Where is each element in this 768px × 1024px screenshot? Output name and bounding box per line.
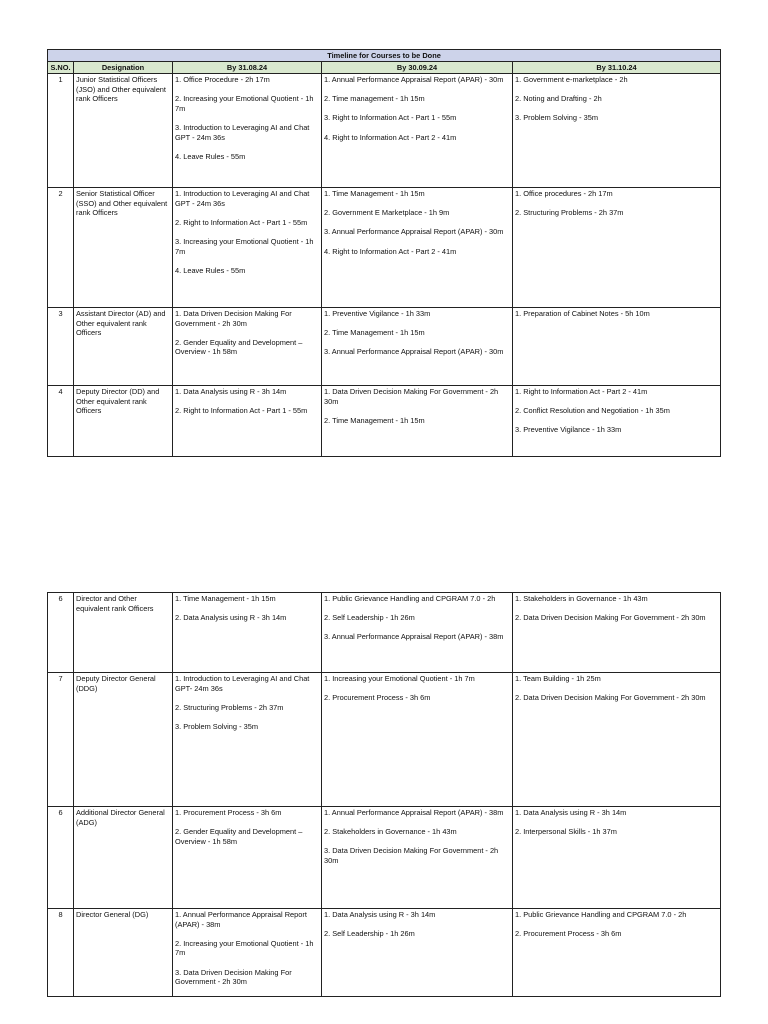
course-list-cell-2 [322, 74, 513, 188]
table-body [48, 74, 721, 457]
course-item: 3. Data Driven Decision Making For Government - 2h 30m [324, 846, 499, 865]
course-item: 2. Self Leadership - 1h 26m [324, 613, 415, 623]
course-item: 1. Office procedures - 2h 17m [515, 189, 613, 198]
course-item: 3. Problem Solving - 35m [175, 721, 258, 731]
serial-number-cell: 4 [48, 386, 74, 457]
course-item: 3. Right to Information Act - Part 1 - 55m [324, 113, 457, 123]
table-row [48, 74, 721, 188]
serial-number-cell: 6 [48, 807, 74, 909]
table-row [48, 308, 721, 386]
course-item: 2. Gender Equality and Development – Overview - 1h 58m [175, 337, 303, 357]
course-list-cell-3 [513, 909, 721, 997]
table-row [48, 593, 721, 673]
course-item: 1. Right to Information Act - Part 2 - 41m [515, 387, 648, 396]
course-list-cell-3 [513, 807, 721, 909]
course-list-cell-2 [322, 188, 513, 308]
course-item: 1. Annual Performance Appraisal Report (APAR) - 38m [324, 808, 504, 817]
course-item: 3. Preventive Vigilance - 1h 33m [515, 425, 622, 435]
course-timeline-table-2 [47, 592, 721, 997]
course-item: 2. Structuring Problems - 2h 37m [515, 208, 624, 218]
header-by-31-08-24: By 31.08.24 [173, 62, 322, 74]
course-item: 1. Public Grievance Handling and CPGRAM 7.0 - 2h [324, 594, 496, 603]
course-list-cell-3 [513, 74, 721, 188]
course-item: 2. Right to Information Act - Part 1 - 55m [175, 406, 308, 416]
course-list-cell-1 [173, 593, 322, 673]
course-item: 2. Time Management - 1h 15m [324, 328, 425, 338]
course-timeline-table-1 [47, 49, 721, 457]
course-item: 2. Increasing your Emotional Quotient - 1h 7m [175, 938, 314, 958]
designation-cell: Deputy Director General (DDG) [74, 673, 173, 807]
course-item: 3. Annual Performance Appraisal Report (APAR) - 30m [324, 227, 504, 237]
course-item: 1. Public Grievance Handling and CPGRAM 7.0 - 2h [515, 910, 687, 919]
course-item: 2. Self Leadership - 1h 26m [324, 929, 415, 939]
course-list-cell-2 [322, 673, 513, 807]
course-item: 1. Introduction to Leveraging AI and Chat GPT - 24m 36s [175, 189, 310, 208]
course-item: 2. Noting and Drafting - 2h [515, 94, 602, 104]
table-row [48, 188, 721, 308]
course-list-cell-3 [513, 673, 721, 807]
course-item: 1. Procurement Process - 3h 6m [175, 808, 282, 817]
table-row [48, 909, 721, 997]
course-list-cell-1 [173, 673, 322, 807]
course-item: 3. Annual Performance Appraisal Report (APAR) - 38m [324, 632, 504, 642]
course-item: 1. Office Procedure - 2h 17m [175, 75, 270, 84]
course-item: 2. Interpersonal Skills - 1h 37m [515, 827, 617, 837]
course-item: 4. Leave Rules - 55m [175, 151, 246, 161]
serial-number-cell: 6 [48, 593, 74, 673]
serial-number-cell: 8 [48, 909, 74, 997]
course-item: 3. Introduction to Leveraging AI and Chat GPT - 24m 36s [175, 122, 310, 142]
designation-cell: Senior Statistical Officer (SSO) and Other equivalent rank Officers [74, 188, 173, 308]
course-item: 1. Data Analysis using R - 3h 14m [515, 808, 627, 817]
course-item: 1. Increasing your Emotional Quotient - 1h 7m [324, 674, 475, 683]
header-designation: Designation [74, 62, 173, 74]
designation-cell: Deputy Director (DD) and Other equivalent rank Officers [74, 386, 173, 457]
course-item: 3. Annual Performance Appraisal Report (APAR) - 30m [324, 347, 504, 357]
course-item: 1. Introduction to Leveraging AI and Chat GPT- 24m 36s [175, 674, 310, 693]
course-item: 2. Structuring Problems - 2h 37m [175, 702, 284, 712]
header-sno: S.NO. [48, 62, 74, 74]
header-by-31-10-24: By 31.10.24 [513, 62, 721, 74]
course-item: 1. Team Building - 1h 25m [515, 674, 601, 683]
course-item: 4. Leave Rules - 55m [175, 265, 246, 275]
course-item: 2. Data Driven Decision Making For Government - 2h 30m [515, 613, 706, 623]
header-by-30-09-24: By 30.09.24 [322, 62, 513, 74]
designation-cell: Director and Other equivalent rank Officers [74, 593, 173, 673]
course-item: 2. Procurement Process - 3h 6m [515, 929, 622, 939]
serial-number-cell: 2 [48, 188, 74, 308]
designation-cell: Additional Director General (ADG) [74, 807, 173, 909]
course-list-cell-1 [173, 308, 322, 386]
course-list-cell-1 [173, 188, 322, 308]
course-item: 1. Annual Performance Appraisal Report (APAR) - 38m [175, 910, 307, 929]
serial-number-cell: 3 [48, 308, 74, 386]
course-list-cell-3 [513, 188, 721, 308]
serial-number-cell: 1 [48, 74, 74, 188]
course-item: 1. Time Management - 1h 15m [324, 189, 425, 198]
designation-cell: Director General (DG) [74, 909, 173, 997]
course-item: 2. Right to Information Act - Part 1 - 55m [175, 217, 308, 227]
course-item: 1. Preventive Vigilance - 1h 33m [324, 309, 431, 318]
course-item: 3. Increasing your Emotional Quotient - 1h 7m [175, 236, 314, 256]
course-item: 4. Right to Information Act - Part 2 - 41m [324, 132, 457, 142]
course-list-cell-1 [173, 74, 322, 188]
course-item: 2. Increasing your Emotional Quotient - 1h 7m [175, 94, 314, 113]
table-body [48, 593, 721, 997]
course-item: 4. Right to Information Act - Part 2 - 41m [324, 246, 457, 256]
course-item: 1. Time Management - 1h 15m [175, 594, 276, 603]
course-item: 1. Annual Performance Appraisal Report (APAR) - 30m [324, 75, 504, 84]
designation-cell: Assistant Director (AD) and Other equivalent rank Officers [74, 308, 173, 386]
course-item: 1. Government e-marketplace - 2h [515, 75, 628, 84]
course-list-cell-1 [173, 909, 322, 997]
table-row [48, 807, 721, 909]
course-item: 1. Data Analysis using R - 3h 14m [324, 910, 436, 919]
course-list-cell-2 [322, 386, 513, 457]
course-item: 2. Conflict Resolution and Negotiation - 1h 35m [515, 406, 670, 416]
course-list-cell-3 [513, 308, 721, 386]
serial-number-cell: 7 [48, 673, 74, 807]
course-item: 2. Procurement Process - 3h 6m [324, 693, 431, 703]
course-item: 2. Time management - 1h 15m [324, 94, 425, 104]
course-item: 1. Preparation of Cabinet Notes - 5h 10m [515, 309, 650, 318]
course-list-cell-3 [513, 593, 721, 673]
course-item: 3. Problem Solving - 35m [515, 113, 598, 123]
course-list-cell-2 [322, 593, 513, 673]
course-item: 1. Data Analysis using R - 3h 14m [175, 387, 287, 396]
course-item: 1. Stakeholders in Governance - 1h 43m [515, 594, 648, 603]
designation-cell: Junior Statistical Officers (JSO) and Other equivalent rank Officers [74, 74, 173, 188]
course-item: 2. Data Driven Decision Making For Government - 2h 30m [515, 693, 706, 703]
course-item: 1. Data Driven Decision Making For Government - 2h 30m [175, 309, 292, 328]
course-item: 2. Government E Marketplace - 1h 9m [324, 208, 450, 218]
course-list-cell-3 [513, 386, 721, 457]
course-item: 2. Data Analysis using R - 3h 14m [175, 613, 287, 623]
course-list-cell-2 [322, 308, 513, 386]
course-item: 2. Gender Equality and Development – Overview - 1h 58m [175, 827, 303, 846]
table-row [48, 673, 721, 807]
course-list-cell-1 [173, 386, 322, 457]
table-title: Timeline for Courses to be Done [48, 50, 721, 62]
course-item: 3. Data Driven Decision Making For Government - 2h 30m [175, 967, 292, 987]
course-list-cell-1 [173, 807, 322, 909]
course-item: 1. Data Driven Decision Making For Government - 2h 30m [324, 387, 499, 406]
course-list-cell-2 [322, 807, 513, 909]
course-item: 2. Time Management - 1h 15m [324, 415, 425, 425]
course-item: 2. Stakeholders in Governance - 1h 43m [324, 827, 457, 837]
table-row [48, 386, 721, 457]
course-list-cell-2 [322, 909, 513, 997]
